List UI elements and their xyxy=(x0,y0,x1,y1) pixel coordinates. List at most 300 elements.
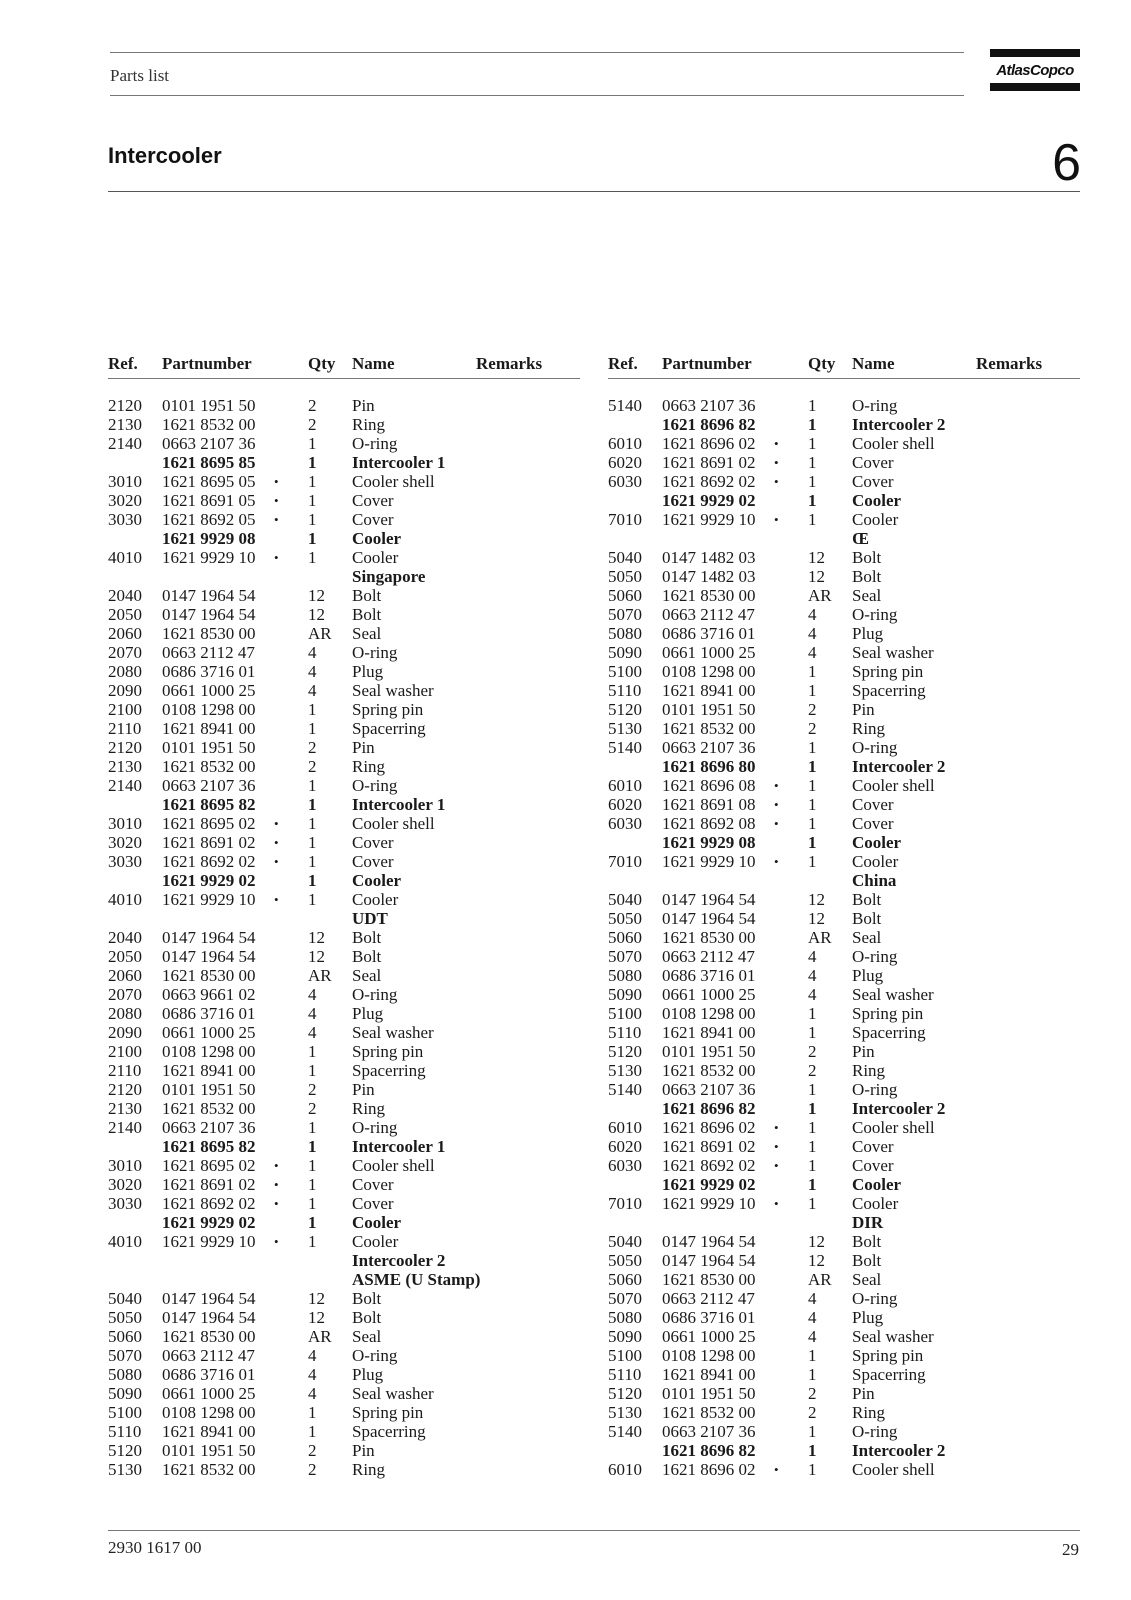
table-row xyxy=(608,1137,1080,1156)
name-cell: China xyxy=(852,871,897,890)
qty-cell: 1 xyxy=(808,396,817,415)
qty-cell: 1 xyxy=(808,1004,817,1023)
bullet-marker: • xyxy=(274,854,279,869)
partnumber-cell: 1621 8941 00 xyxy=(162,1061,256,1080)
name-cell: Pin xyxy=(352,396,375,415)
qty-cell: 12 xyxy=(808,567,825,586)
table-row xyxy=(608,510,1080,529)
table-row xyxy=(108,472,580,491)
table-row xyxy=(608,1346,1080,1365)
chapter-number: 6 xyxy=(1052,134,1081,192)
partnumber-cell: 0147 1964 54 xyxy=(162,928,256,947)
ref-cell: 2130 xyxy=(108,757,142,776)
qty-cell: 1 xyxy=(308,1061,317,1080)
ref-cell: 3020 xyxy=(108,1175,142,1194)
name-cell: Spring pin xyxy=(352,1403,424,1422)
qty-cell: 1 xyxy=(808,1156,817,1175)
name-cell: Cooler xyxy=(852,833,902,852)
name-cell: Bolt xyxy=(352,947,382,966)
ref-cell: 5050 xyxy=(608,1251,642,1270)
table-row xyxy=(108,928,580,947)
ref-cell: 5070 xyxy=(608,1289,642,1308)
name-cell: Cooler xyxy=(352,1232,399,1251)
name-cell: Ring xyxy=(352,1460,386,1479)
name-cell: ASME (U Stamp) xyxy=(352,1270,481,1289)
name-cell: Plug xyxy=(852,624,884,643)
ref-cell: 3010 xyxy=(108,472,142,491)
qty-cell: 1 xyxy=(308,491,317,510)
qty-cell: 12 xyxy=(808,890,825,909)
qty-cell: 1 xyxy=(808,1441,817,1460)
ref-cell: 6020 xyxy=(608,453,642,472)
partnumber-cell: 0108 1298 00 xyxy=(162,1042,256,1061)
qty-cell: 12 xyxy=(808,548,825,567)
partnumber-cell: 0661 1000 25 xyxy=(162,1023,256,1042)
table-row xyxy=(108,947,580,966)
table-row xyxy=(608,643,1080,662)
table-row xyxy=(108,1308,580,1327)
table-row xyxy=(608,491,1080,510)
ref-cell: 6030 xyxy=(608,814,642,833)
ref-cell: 4010 xyxy=(108,890,142,909)
ref-cell: 2120 xyxy=(108,1080,142,1099)
bullet-marker: • xyxy=(274,835,279,850)
table-row xyxy=(608,1194,1080,1213)
table-row xyxy=(108,1194,580,1213)
table-row xyxy=(608,1023,1080,1042)
name-cell: Intercooler 1 xyxy=(352,1137,446,1156)
table-row xyxy=(608,947,1080,966)
qty-cell: 1 xyxy=(808,662,817,681)
bullet-marker: • xyxy=(774,436,779,451)
partnumber-cell: 0101 1951 50 xyxy=(662,1384,756,1403)
partnumber-cell: 0663 2112 47 xyxy=(162,643,255,662)
table-row xyxy=(608,1118,1080,1137)
qty-cell: 1 xyxy=(308,1042,317,1061)
table-row xyxy=(608,662,1080,681)
name-cell: Plug xyxy=(352,662,384,681)
ref-cell: 5140 xyxy=(608,1422,642,1441)
name-cell: Intercooler 2 xyxy=(852,415,946,434)
ref-cell: 2080 xyxy=(108,662,142,681)
name-cell: Seal xyxy=(352,966,382,985)
name-cell: Cooler xyxy=(352,1213,402,1232)
name-cell: Cover xyxy=(352,1175,394,1194)
partnumber-cell: 1621 8691 02 xyxy=(162,833,256,852)
name-cell: Ring xyxy=(852,1061,886,1080)
qty-cell: 4 xyxy=(808,985,817,1004)
table-row xyxy=(108,1346,580,1365)
table-row xyxy=(608,1365,1080,1384)
table-row xyxy=(608,1080,1080,1099)
qty-cell: 1 xyxy=(808,1460,817,1479)
name-cell: Cooler xyxy=(852,1175,902,1194)
qty-cell: 1 xyxy=(308,852,317,871)
qty-cell: 4 xyxy=(308,1023,317,1042)
qty-cell: 4 xyxy=(808,643,817,662)
table-row xyxy=(108,681,580,700)
ref-cell: 3030 xyxy=(108,852,142,871)
name-cell: O-ring xyxy=(852,738,898,757)
table-row xyxy=(608,1384,1080,1403)
table-row xyxy=(608,1061,1080,1080)
partnumber-cell: 1621 8696 02 xyxy=(662,1460,756,1479)
qty-cell: 12 xyxy=(808,1251,825,1270)
table-row xyxy=(608,681,1080,700)
table-row xyxy=(108,624,580,643)
partnumber-cell: 1621 8530 00 xyxy=(662,928,756,947)
qty-cell: 1 xyxy=(808,1175,817,1194)
table-row xyxy=(608,814,1080,833)
qty-cell: 1 xyxy=(808,795,817,814)
partnumber-cell: 1621 8695 05 xyxy=(162,472,256,491)
name-cell: Cover xyxy=(852,814,894,833)
table-row xyxy=(108,795,580,814)
col-ref: Ref. xyxy=(608,354,638,373)
ref-cell: 2050 xyxy=(108,605,142,624)
logo-bottom-bar xyxy=(990,83,1080,91)
table-row xyxy=(608,757,1080,776)
logo-top-bar xyxy=(990,49,1080,57)
partnumber-cell: 0147 1482 03 xyxy=(662,567,756,586)
partnumber-cell: 1621 8691 02 xyxy=(662,1137,756,1156)
table-row xyxy=(108,396,580,415)
ref-cell: 5130 xyxy=(108,1460,142,1479)
ref-cell: 2060 xyxy=(108,624,142,643)
name-cell: Spacerring xyxy=(852,681,926,700)
name-cell: Bolt xyxy=(852,548,882,567)
bullet-marker: • xyxy=(774,455,779,470)
qty-cell: 2 xyxy=(808,1403,817,1422)
partnumber-cell: 1621 8530 00 xyxy=(162,966,256,985)
bullet-marker: • xyxy=(774,1120,779,1135)
qty-cell: 1 xyxy=(308,1403,317,1422)
name-cell: Cooler xyxy=(852,1194,899,1213)
name-cell: Spring pin xyxy=(852,1346,924,1365)
ref-cell: 2140 xyxy=(108,434,142,453)
bullet-marker: • xyxy=(774,512,779,527)
table-row xyxy=(108,662,580,681)
bullet-marker: • xyxy=(274,493,279,508)
bullet-marker: • xyxy=(274,1196,279,1211)
qty-cell: 4 xyxy=(808,624,817,643)
table-row xyxy=(608,1460,1080,1479)
partnumber-cell: 0661 1000 25 xyxy=(162,1384,256,1403)
qty-cell: 1 xyxy=(808,1023,817,1042)
table-row xyxy=(608,928,1080,947)
table-row xyxy=(108,719,580,738)
ref-cell: 7010 xyxy=(608,510,642,529)
ref-cell: 5090 xyxy=(608,985,642,1004)
ref-cell: 5040 xyxy=(608,890,642,909)
qty-cell: 4 xyxy=(308,985,317,1004)
table-row xyxy=(608,890,1080,909)
partnumber-cell: 0147 1964 54 xyxy=(662,909,756,928)
ref-cell: 5040 xyxy=(608,1232,642,1251)
ref-cell: 2090 xyxy=(108,1023,142,1042)
ref-cell: 2130 xyxy=(108,1099,142,1118)
qty-cell: 1 xyxy=(808,1137,817,1156)
name-cell: Ring xyxy=(352,415,386,434)
table-row xyxy=(608,605,1080,624)
ref-cell: 5080 xyxy=(608,1308,642,1327)
footer-rule xyxy=(108,1530,1080,1531)
table-row xyxy=(108,567,580,586)
table-row xyxy=(108,1080,580,1099)
bullet-marker: • xyxy=(774,1158,779,1173)
partnumber-cell: 1621 9929 02 xyxy=(162,871,256,890)
qty-cell: 12 xyxy=(308,1308,325,1327)
table-row xyxy=(608,1251,1080,1270)
qty-cell: 4 xyxy=(808,947,817,966)
name-cell: Spacerring xyxy=(852,1365,926,1384)
name-cell: O-ring xyxy=(352,1118,398,1137)
ref-cell: 5090 xyxy=(608,1327,642,1346)
qty-cell: 1 xyxy=(808,1194,817,1213)
partnumber-cell: 1621 9929 10 xyxy=(662,852,756,871)
name-cell: Cover xyxy=(352,852,394,871)
qty-cell: 1 xyxy=(308,833,317,852)
partnumber-cell: 0663 2112 47 xyxy=(662,947,755,966)
ref-cell: 5110 xyxy=(108,1422,142,1441)
name-cell: Ring xyxy=(352,757,386,776)
partnumber-cell: 1621 8695 82 xyxy=(162,1137,256,1156)
partnumber-cell: 0147 1964 54 xyxy=(162,1308,256,1327)
ref-cell: 5140 xyxy=(608,396,642,415)
qty-cell: 4 xyxy=(808,1308,817,1327)
qty-cell: 2 xyxy=(808,1384,817,1403)
table-row xyxy=(608,795,1080,814)
ref-cell: 5140 xyxy=(608,738,642,757)
name-cell: Bolt xyxy=(352,928,382,947)
partnumber-cell: 0108 1298 00 xyxy=(662,1004,756,1023)
name-cell: Cooler shell xyxy=(352,814,435,833)
partnumber-cell: 1621 8695 85 xyxy=(162,453,256,472)
ref-cell: 2040 xyxy=(108,586,142,605)
qty-cell: 1 xyxy=(308,510,317,529)
ref-cell: 2080 xyxy=(108,1004,142,1023)
table-row xyxy=(608,1099,1080,1118)
qty-cell: 12 xyxy=(808,909,825,928)
table-row xyxy=(608,1289,1080,1308)
qty-cell: 12 xyxy=(308,1289,325,1308)
name-cell: Cooler shell xyxy=(852,1118,935,1137)
ref-cell: 2070 xyxy=(108,643,142,662)
name-cell: Cover xyxy=(852,1156,894,1175)
partnumber-cell: 0101 1951 50 xyxy=(162,1441,256,1460)
table-row xyxy=(608,776,1080,795)
parts-table-right xyxy=(608,354,1080,1479)
ref-cell: 6030 xyxy=(608,1156,642,1175)
partnumber-cell: 1621 8941 00 xyxy=(162,719,256,738)
qty-cell: 4 xyxy=(808,1327,817,1346)
partnumber-cell: 0663 2107 36 xyxy=(162,776,256,795)
qty-cell: 1 xyxy=(808,738,817,757)
partnumber-cell: 1621 8692 05 xyxy=(162,510,256,529)
partnumber-cell: 0661 1000 25 xyxy=(662,643,756,662)
qty-cell: 4 xyxy=(308,1004,317,1023)
table-row xyxy=(608,1422,1080,1441)
table-row xyxy=(608,567,1080,586)
table-row xyxy=(108,1289,580,1308)
table-row xyxy=(108,491,580,510)
table-row xyxy=(608,700,1080,719)
partnumber-cell: 0101 1951 50 xyxy=(662,1042,756,1061)
partnumber-cell: 1621 8695 02 xyxy=(162,814,256,833)
qty-cell: 1 xyxy=(308,1156,317,1175)
name-cell: Cooler xyxy=(352,890,399,909)
name-cell: Bolt xyxy=(352,586,382,605)
table-row xyxy=(108,966,580,985)
table-row xyxy=(108,586,580,605)
partnumber-cell: 0663 2112 47 xyxy=(162,1346,255,1365)
qty-cell: 2 xyxy=(308,1460,317,1479)
ref-cell: 7010 xyxy=(608,852,642,871)
partnumber-cell: 1621 8691 02 xyxy=(662,453,756,472)
ref-cell: 2110 xyxy=(108,719,142,738)
partnumber-cell: 1621 8941 00 xyxy=(662,1365,756,1384)
name-cell: Cover xyxy=(852,795,894,814)
table-row xyxy=(108,1156,580,1175)
ref-cell: 2110 xyxy=(108,1061,142,1080)
table-row xyxy=(108,1118,580,1137)
name-cell: Seal washer xyxy=(352,1023,434,1042)
bullet-marker: • xyxy=(774,797,779,812)
bullet-marker: • xyxy=(774,1139,779,1154)
name-cell: DIR xyxy=(852,1213,884,1232)
name-cell: UDT xyxy=(352,909,388,928)
partnumber-cell: 0661 1000 25 xyxy=(662,1327,756,1346)
partnumber-cell: 0147 1964 54 xyxy=(662,1251,756,1270)
qty-cell: 4 xyxy=(308,1346,317,1365)
partnumber-cell: 1621 8692 02 xyxy=(662,472,756,491)
qty-cell: 4 xyxy=(308,1384,317,1403)
name-cell: O-ring xyxy=(852,1422,898,1441)
qty-cell: 1 xyxy=(808,453,817,472)
name-cell: O-ring xyxy=(352,776,398,795)
ref-cell: 5080 xyxy=(608,966,642,985)
ref-cell: 5050 xyxy=(108,1308,142,1327)
table-row xyxy=(608,909,1080,928)
ref-cell: 5060 xyxy=(608,928,642,947)
partnumber-cell: 0663 2107 36 xyxy=(162,1118,256,1137)
qty-cell: 1 xyxy=(808,510,817,529)
partnumber-cell: 1621 8692 02 xyxy=(162,1194,256,1213)
qty-cell: 1 xyxy=(308,871,317,890)
name-cell: Spacerring xyxy=(352,1422,426,1441)
name-cell: Spring pin xyxy=(852,662,924,681)
name-cell: Bolt xyxy=(352,605,382,624)
name-cell: Spring pin xyxy=(852,1004,924,1023)
table-row xyxy=(108,776,580,795)
ref-cell: 5120 xyxy=(608,700,642,719)
partnumber-cell: 1621 9929 10 xyxy=(162,1232,256,1251)
col-partnumber: Partnumber xyxy=(162,354,252,373)
partnumber-cell: 1621 8691 05 xyxy=(162,491,256,510)
col-ref: Ref. xyxy=(108,354,138,373)
qty-cell: 12 xyxy=(308,928,325,947)
name-cell: Seal washer xyxy=(852,643,934,662)
ref-cell: 2120 xyxy=(108,738,142,757)
partnumber-cell: 0108 1298 00 xyxy=(162,700,256,719)
header-top-rule xyxy=(110,52,964,53)
table-row xyxy=(108,1023,580,1042)
ref-cell: 6010 xyxy=(608,1118,642,1137)
qty-cell: 2 xyxy=(808,1042,817,1061)
ref-cell: 2120 xyxy=(108,396,142,415)
table-row xyxy=(108,1232,580,1251)
partnumber-cell: 1621 8941 00 xyxy=(162,1422,256,1441)
qty-cell: 1 xyxy=(808,1346,817,1365)
qty-cell: 1 xyxy=(808,1118,817,1137)
table-row xyxy=(608,586,1080,605)
ref-cell: 5100 xyxy=(108,1403,142,1422)
name-cell: O-ring xyxy=(352,985,398,1004)
partnumber-cell: 1621 8530 00 xyxy=(662,1270,756,1289)
qty-cell: 1 xyxy=(308,548,317,567)
partnumber-cell: 0686 3716 01 xyxy=(662,1308,756,1327)
name-cell: Seal xyxy=(852,928,882,947)
partnumber-cell: 1621 9929 10 xyxy=(662,510,756,529)
ref-cell: 5120 xyxy=(608,1384,642,1403)
name-cell: Bolt xyxy=(352,1308,382,1327)
ref-cell: 2060 xyxy=(108,966,142,985)
partnumber-cell: 1621 8692 08 xyxy=(662,814,756,833)
partnumber-cell: 1621 8696 82 xyxy=(662,1099,756,1118)
qty-cell: 1 xyxy=(808,1422,817,1441)
col-remarks: Remarks xyxy=(976,354,1043,373)
partnumber-cell: 0663 2112 47 xyxy=(662,605,755,624)
ref-cell: 2100 xyxy=(108,700,142,719)
partnumber-cell: 1621 8532 00 xyxy=(662,719,756,738)
ref-cell: 2070 xyxy=(108,985,142,1004)
partnumber-cell: 0147 1964 54 xyxy=(162,947,256,966)
qty-cell: 1 xyxy=(308,434,317,453)
table-row xyxy=(108,529,580,548)
document-number: 2930 1617 00 xyxy=(108,1538,202,1557)
name-cell: Pin xyxy=(852,1042,875,1061)
table-row xyxy=(108,1384,580,1403)
qty-cell: 2 xyxy=(308,757,317,776)
ref-cell: 5060 xyxy=(608,586,642,605)
ref-cell: 5090 xyxy=(108,1384,142,1403)
qty-cell: 1 xyxy=(308,890,317,909)
qty-cell: AR xyxy=(808,1270,832,1289)
partnumber-cell: 1621 8696 82 xyxy=(662,415,756,434)
ref-cell: 5110 xyxy=(608,681,642,700)
name-cell: Cover xyxy=(852,453,894,472)
bullet-marker: • xyxy=(774,778,779,793)
table-row xyxy=(608,852,1080,871)
qty-cell: 2 xyxy=(308,396,317,415)
ref-cell: 5100 xyxy=(608,1004,642,1023)
table-header-rule xyxy=(608,378,1080,379)
bullet-marker: • xyxy=(274,1158,279,1173)
header-bottom-rule xyxy=(110,95,964,96)
table-row xyxy=(608,1270,1080,1289)
name-cell: Cooler shell xyxy=(852,1460,935,1479)
ref-cell: 5120 xyxy=(108,1441,142,1460)
qty-cell: 4 xyxy=(808,966,817,985)
name-cell: Bolt xyxy=(852,909,882,928)
ref-cell: 5040 xyxy=(108,1289,142,1308)
partnumber-cell: 1621 8530 00 xyxy=(162,1327,256,1346)
bullet-marker: • xyxy=(774,854,779,869)
table-row xyxy=(108,985,580,1004)
table-row xyxy=(108,1365,580,1384)
partnumber-cell: 1621 8695 02 xyxy=(162,1156,256,1175)
col-partnumber: Partnumber xyxy=(662,354,752,373)
